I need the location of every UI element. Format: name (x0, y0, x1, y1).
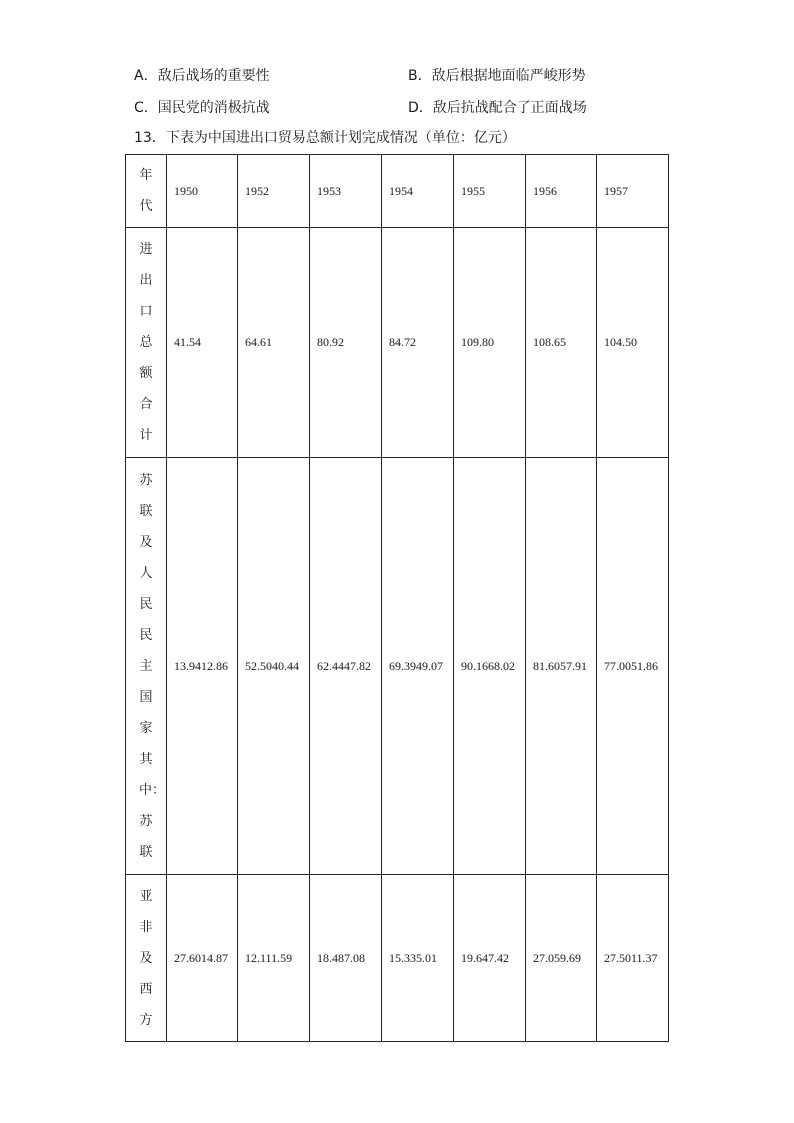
year-cell: 1956 (526, 155, 597, 228)
year-cell: 1955 (454, 155, 526, 228)
value-cell: 108.65 (526, 228, 597, 458)
option-c: C．国民党的消极抗战 (134, 100, 270, 116)
year-cell: 1950 (167, 155, 238, 228)
option-a: A．敌后战场的重要性 (134, 68, 270, 84)
table-row (126, 228, 669, 458)
value-cell: 80.92 (310, 228, 382, 458)
value-cell: 27.059.69 (526, 875, 597, 1042)
row-label-cell: 进出口总额合计 (126, 228, 167, 458)
value-cell: 27.6014.87 (167, 875, 238, 1042)
row-label-cell: 亚非及西方 (126, 875, 167, 1042)
value-cell: 104.50 (597, 228, 669, 458)
table-row (126, 875, 669, 1042)
row-label-cell: 苏联及人民民主国家其中：苏联 (126, 458, 167, 875)
value-cell: 77.0051.86 (597, 458, 669, 875)
value-cell: 27.5011.37 (597, 875, 669, 1042)
value-cell: 109.80 (454, 228, 526, 458)
value-cell: 12.111.59 (238, 875, 310, 1042)
header-label-cell: 年代 (126, 155, 167, 228)
value-cell: 81.6057.91 (526, 458, 597, 875)
value-cell: 64.61 (238, 228, 310, 458)
question-13: 13．下表为中国进出口贸易总额计划完成情况（单位：亿元） (134, 130, 516, 146)
value-cell: 69.3949.07 (382, 458, 454, 875)
value-cell: 19.647.42 (454, 875, 526, 1042)
value-cell: 52.5040.44 (238, 458, 310, 875)
year-cell: 1957 (597, 155, 669, 228)
value-cell: 84.72 (382, 228, 454, 458)
value-cell: 90.1668.02 (454, 458, 526, 875)
year-cell: 1954 (382, 155, 454, 228)
value-cell: 15.335.01 (382, 875, 454, 1042)
value-cell: 18.487.08 (310, 875, 382, 1042)
value-cell: 62.4447.82 (310, 458, 382, 875)
option-d: D．敌后抗战配合了正面战场 (408, 100, 587, 116)
year-cell: 1953 (310, 155, 382, 228)
option-b: B．敌后根据地面临严峻形势 (408, 68, 586, 84)
year-cell: 1952 (238, 155, 310, 228)
value-cell: 13.9412.86 (167, 458, 238, 875)
trade-table (125, 154, 669, 1042)
table-row (126, 458, 669, 875)
table-header-row (126, 155, 669, 228)
value-cell: 41.54 (167, 228, 238, 458)
